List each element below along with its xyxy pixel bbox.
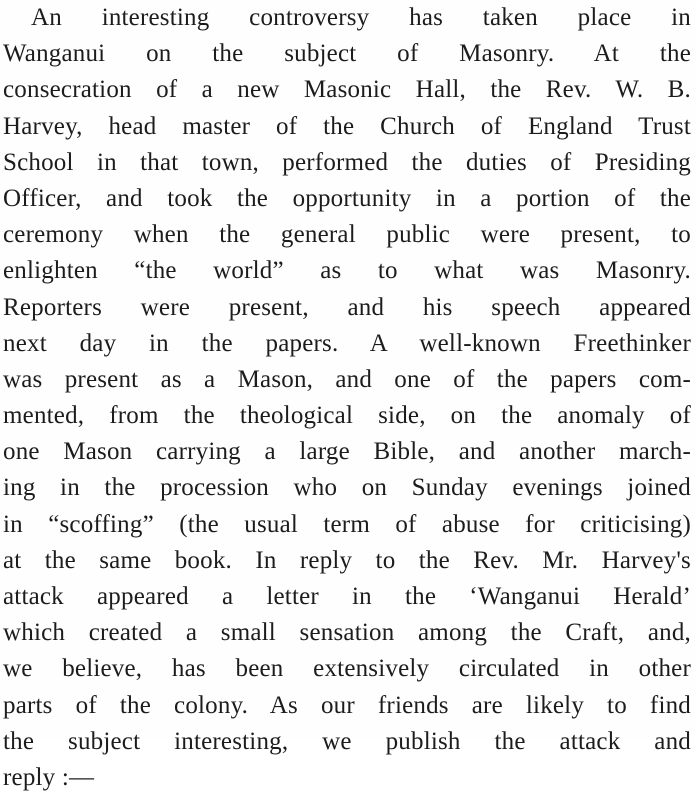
text-line-18: which created a small sensation among the Craft, and, xyxy=(3,619,691,647)
text-line-16: at the same book. In reply to the Rev. Mr. Harvey's xyxy=(3,546,691,574)
text-line-17: attack appeared a letter in the ‘Wanganui Herald’ xyxy=(3,583,691,610)
text-line-10: next day in the papers. A well-known Freethinker xyxy=(3,329,691,357)
text-line-1: An interesting controversy has taken place in xyxy=(31,4,691,31)
text-line-22: reply :— xyxy=(3,763,95,791)
text-line-15: in “scoffing” (the usual term of abuse for criticising) xyxy=(3,510,691,538)
text-line-3: consecration of a new Masonic Hall, the Rev. W. B. xyxy=(3,76,691,104)
text-line-14: ing in the procession who on Sunday evenings joined xyxy=(3,474,691,502)
text-line-2: Wanganui on the subject of Masonry. At the xyxy=(3,40,691,68)
text-line-9: Reporters were present, and his speech appeared xyxy=(3,293,691,321)
text-line-13: one Mason carrying a large Bible, and another march- xyxy=(3,438,691,466)
text-line-11: was present as a Mason, and one of the papers com- xyxy=(3,365,691,393)
text-line-4: Harvey, head master of the Church of England Trust xyxy=(3,112,691,140)
text-line-5: School in that town, performed the duties of Presiding xyxy=(3,148,691,176)
text-line-7: ceremony when the general public were present, to xyxy=(3,221,691,249)
text-line-20: parts of the colony. As our friends are likely to find xyxy=(3,691,691,719)
text-line-19: we believe, has been extensively circulated in other xyxy=(3,655,691,683)
text-line-21: the subject interesting, we publish the attack and xyxy=(3,727,691,755)
text-line-6: Officer, and took the opportunity in a portion of the xyxy=(3,184,691,212)
text-line-8: enlighten “the world” as to what was Masonry. xyxy=(3,257,691,285)
article-body xyxy=(3,0,691,796)
text-line-12: mented, from the theological side, on the anomaly of xyxy=(3,402,691,430)
